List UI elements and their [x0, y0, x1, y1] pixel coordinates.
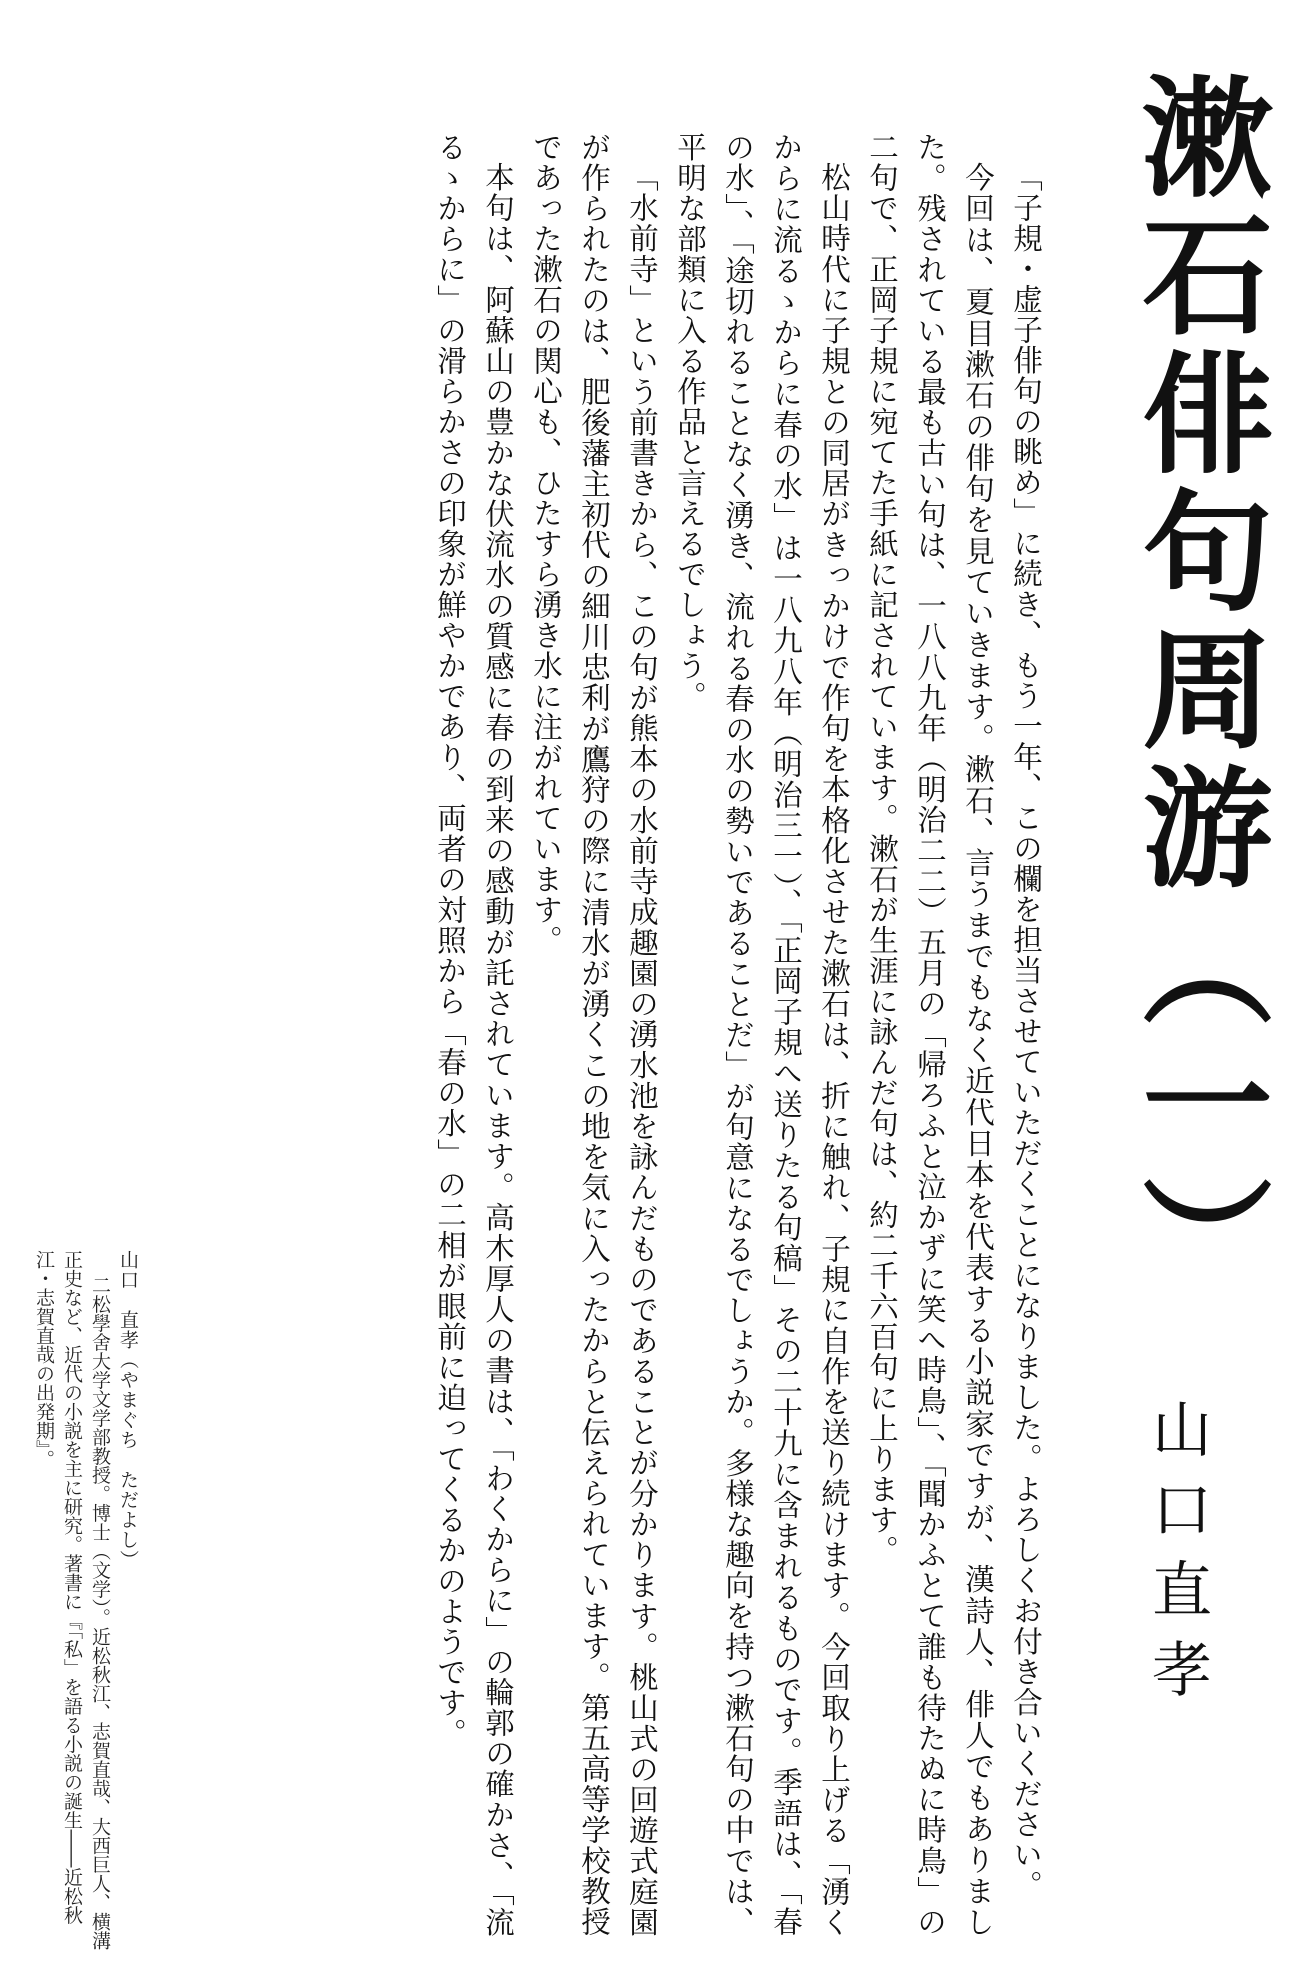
article-body: [200, 132, 1050, 1937]
author-name: 山口直孝: [1142, 1398, 1212, 1718]
bio-text: 二松學舍大学文学部教授。博士（文学）。近松秋江、志賀直哉、大西巨人、横溝正史など、近代の小説を主に研究。著書に『「私」を語る小説の誕生――近松秋江・志賀直哉の出発期』。: [33, 1250, 111, 1950]
body-paragraph: 「水前寺」という前書きから、この句が熊本の水前寺成趣園の湧水池を詠んだものであることが分かります。桃山式の回遊式庭園が作られたのは、肥後藩主初代の細川忠利が鷹狩の際に清水が湧くこの地を気に入ったからと伝えられています。第五高等学校教授であった漱石の関心も、ひたすら湧き水に注がれています。: [529, 132, 659, 1938]
bio-spacer: [91, 1250, 110, 1269]
body-paragraph: 本句は、阿蘇山の豊かな伏流水の質感に春の到来の感動が託されています。高木厚人の書は、「わくからに」の輪郭の確かさ、「流るゝからに」の滑らかさの印象が鮮やかであり、両者の対照から「春の水」の二相が眼前に迫ってくるかのようです。: [433, 132, 515, 1938]
article-title: 漱石俳句周游（一）: [1121, 70, 1274, 1312]
bio-name: 山口 直孝（やまぐち ただよし）: [117, 1250, 139, 1570]
body-paragraph: 「子規・虚子俳句の眺め」に続き、もう一年、この欄を担当させていただくことになりました。よろしくお付き合いください。: [1009, 161, 1043, 1900]
body-paragraph: 松山時代に子規との同居がきっかけで作句を本格化させた漱石は、折に触れ、子規に自作を送り続けます。今回取り上げる「湧くからに流るゝからに春の水」は一八九八年（明治三一）、「正岡子規へ送りたる句稿」その二十九に含まれるものです。季語は、「春の水」、「途切れることなく湧き、流れる春の水の勢いであることだ」が句意になるでしょうか。多様な趣向を持つ漱石句の中では、平明な部類に入る作品と言えるでしょう。: [673, 132, 851, 1938]
body-paragraph: 今回は、夏目漱石の俳句を見ていきます。漱石、言うまでもなく近代日本を代表する小説家ですが、漢詩人、俳人でもありました。残されている最も古い句は、一八八九年（明治二二）五月の「帰ろふと泣かずに笑へ時鳥」、「聞かふとて誰も待たぬに時鳥」の二句で、正岡子規に宛てた手紙に記されています。漱石が生涯に詠んだ句は、約二千六百句に上ります。: [865, 132, 995, 1937]
author-bio: [27, 1250, 142, 1950]
